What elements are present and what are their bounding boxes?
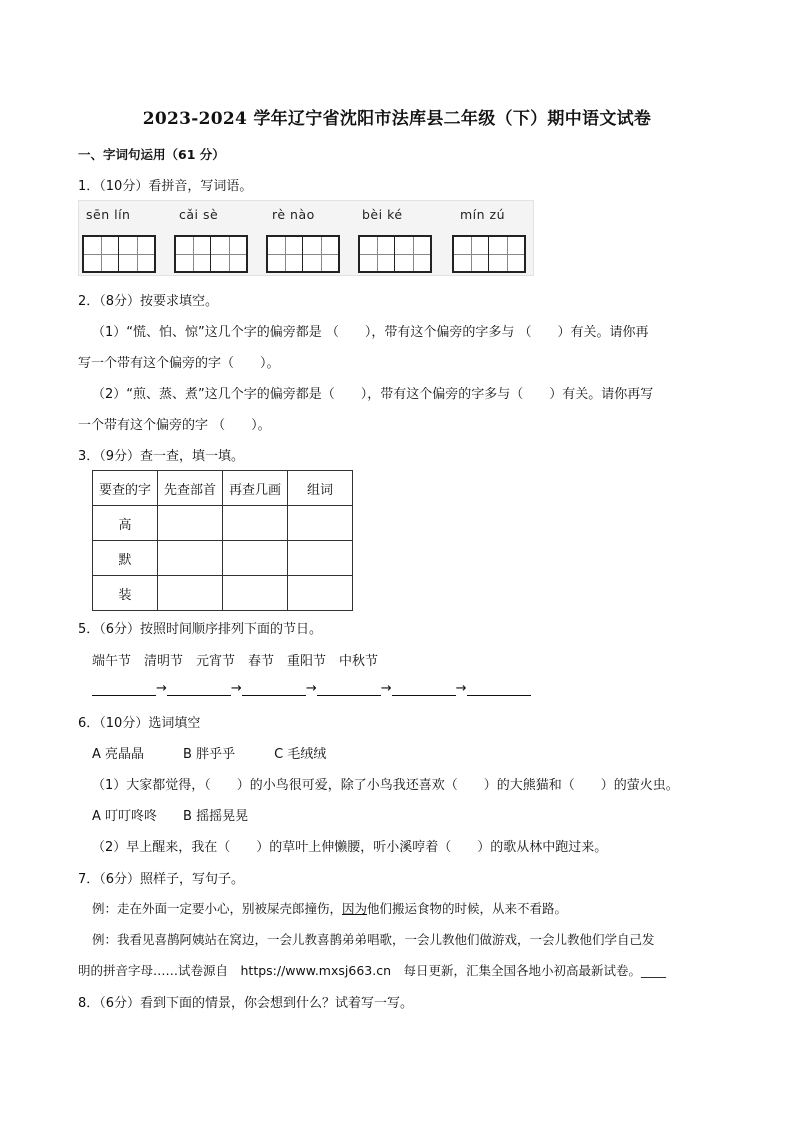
table-row-char: 装 xyxy=(93,576,158,611)
question-2-stem: 2．（8分）按要求填空。 xyxy=(78,294,219,309)
question-3-stem: 3．（9分）查一查，填一填。 xyxy=(78,449,245,464)
table-header: 组词 xyxy=(288,471,353,506)
question-2-line: （2）“煎、蒸、煮”这几个字的偏旁都是（ ），带有这个偏旁的字多与（ ）有关。请你再写 xyxy=(92,387,654,402)
word-options: A 叮叮咚咚 B 摇摇晃晃 xyxy=(92,809,249,824)
table-cell-blank[interactable] xyxy=(288,541,353,576)
question-5-stem: 5．（6分）按照时间顺序排列下面的节日。 xyxy=(78,622,323,637)
pinyin-writing-grid xyxy=(78,200,534,276)
section-heading: 一、字词句运用（61 分） xyxy=(78,147,225,162)
question-7-stem: 7．（6分）照样子，写句子。 xyxy=(78,872,245,887)
table-header: 再查几画 xyxy=(223,471,288,506)
question-1-stem: 1．（10分）看拼音，写词语。 xyxy=(78,179,253,194)
table-row-char: 默 xyxy=(93,541,158,576)
answer-blank[interactable] xyxy=(167,681,231,696)
answer-blank[interactable] xyxy=(242,681,306,696)
tianzi-box[interactable] xyxy=(358,235,432,273)
tianzi-box[interactable] xyxy=(452,235,526,273)
table-row-char: 高 xyxy=(93,506,158,541)
answer-blank[interactable] xyxy=(392,681,456,696)
example-sentence: 例：我看见喜鹊阿姨站在窝边，一会儿教喜鹊弟弟唱歌，一会儿教他们做游戏，一会儿教他们学自己发 xyxy=(92,932,655,947)
example-sentence-continued: 明的拼音字母……试卷源自 https://www.mxsj663.cn 每日更新，汇集全国各地小初高最新试卷。____ xyxy=(78,963,666,978)
table-cell-blank[interactable] xyxy=(158,576,223,611)
question-2-line: （1）“慌、怕、惊”这几个字的偏旁都是 （ ），带有这个偏旁的字多与 （ ）有关。请你再 xyxy=(92,325,649,340)
table-header: 要查的字 xyxy=(93,471,158,506)
arrow-icon: → xyxy=(156,681,167,696)
arrow-icon: → xyxy=(455,681,467,696)
arrow-icon: → xyxy=(230,681,242,696)
table-cell-blank[interactable] xyxy=(288,506,353,541)
question-2-line: 一个带有这个偏旁的字 （ ）。 xyxy=(78,418,271,433)
table-cell-blank[interactable] xyxy=(288,576,353,611)
arrow-icon: → xyxy=(380,681,392,696)
pinyin-label: bèi ké xyxy=(362,207,403,222)
dictionary-lookup-table xyxy=(92,470,353,611)
pinyin-label: rè nào xyxy=(272,207,315,222)
table-cell-blank[interactable] xyxy=(223,506,288,541)
table-header: 先查部首 xyxy=(158,471,223,506)
word-options: A 亮晶晶 B 胖乎乎 C 毛绒绒 xyxy=(92,747,327,762)
answer-blank[interactable] xyxy=(467,681,531,696)
festival-order-blanks[interactable] xyxy=(92,681,531,696)
tianzi-box[interactable] xyxy=(266,235,340,273)
answer-blank[interactable] xyxy=(92,681,156,696)
page-title: 2023-2024 学年辽宁省沈阳市法库县二年级（下）期中语文试卷 xyxy=(142,109,652,129)
question-6-sentence: （2）早上醒来，我在（ ）的草叶上伸懒腰，听小溪哼着（ ）的歌从林中跑过来。 xyxy=(92,840,608,855)
pinyin-label: mín zú xyxy=(460,207,506,222)
question-6-sentence: （1）大家都觉得，（ ）的小鸟很可爱，除了小鸟我还喜欢（ ）的大熊猫和（ ）的萤火虫。 xyxy=(92,778,679,793)
pinyin-label: cǎi sè xyxy=(179,207,219,222)
table-cell-blank[interactable] xyxy=(158,541,223,576)
tianzi-box[interactable] xyxy=(82,235,156,273)
question-6-stem: 6．（10分）选词填空 xyxy=(78,716,201,731)
pinyin-label: sēn lín xyxy=(86,207,131,222)
arrow-icon: → xyxy=(305,681,317,696)
table-cell-blank[interactable] xyxy=(223,541,288,576)
question-2-line: 写一个带有这个偏旁的字（ ）。 xyxy=(78,356,280,371)
tianzi-box[interactable] xyxy=(174,235,248,273)
table-cell-blank[interactable] xyxy=(158,506,223,541)
table-cell-blank[interactable] xyxy=(223,576,288,611)
question-8-stem: 8．（6分）看到下面的情景，你会想到什么？试着写一写。 xyxy=(78,996,414,1011)
underlined-word: 因为 xyxy=(342,901,368,916)
example-sentence: 例：走在外面一定要小心，别被屎壳郎撞伤，因为他们搬运食物的时候，从来不看路。 xyxy=(92,901,568,916)
answer-blank[interactable] xyxy=(317,681,381,696)
festival-list: 端午节 清明节 元宵节 春节 重阳节 中秋节 xyxy=(92,654,379,669)
